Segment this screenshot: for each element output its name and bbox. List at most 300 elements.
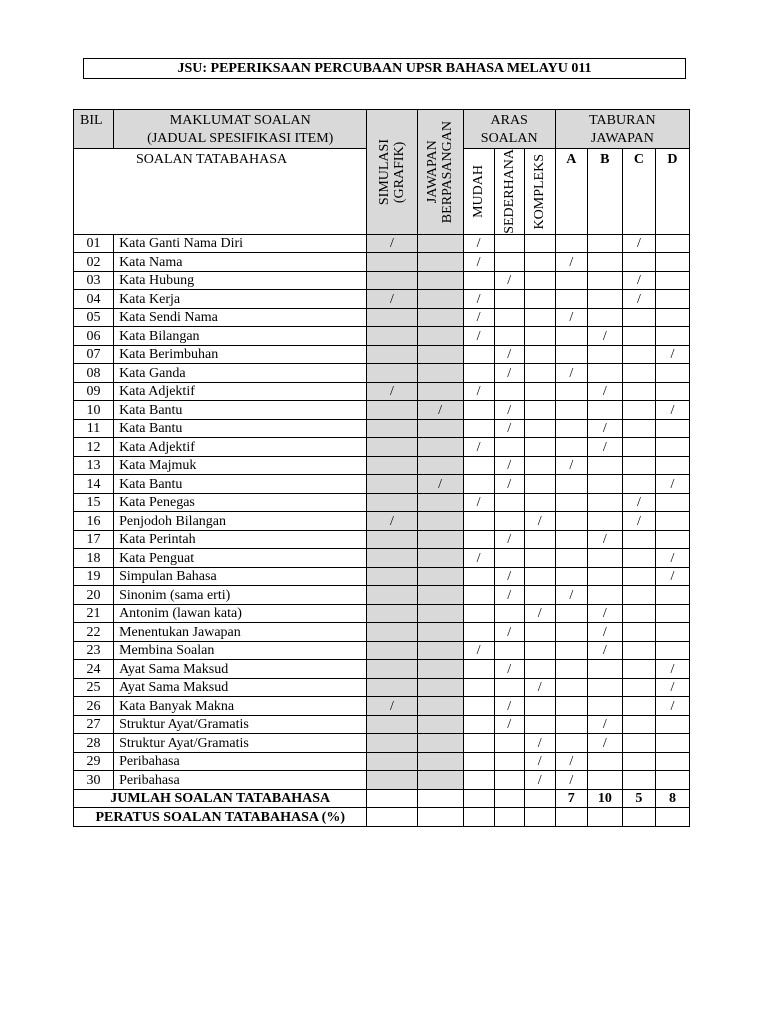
cell-c [622, 419, 655, 438]
cell-mud: / [463, 493, 494, 512]
table-row [74, 623, 690, 642]
cell-b [587, 401, 622, 420]
table-row [74, 345, 690, 364]
soalan-tatabahasa-label: SOALAN TATABAHASA [136, 152, 288, 167]
cell-kom [524, 549, 555, 568]
cell-d: / [655, 678, 689, 697]
cell-jaw [417, 308, 463, 327]
cell-b: / [587, 734, 622, 753]
cell-jaw [417, 493, 463, 512]
percent-row [74, 808, 690, 827]
maklumat-line2: (JADUAL SPESIFIKASI ITEM) [147, 131, 334, 146]
percent-empty-cell [417, 808, 463, 827]
cell-sim [367, 623, 417, 642]
totals-d: 8 [655, 789, 689, 808]
totals-empty-cell [524, 789, 555, 808]
cell-sed: / [494, 345, 524, 364]
header-row-top [74, 110, 690, 149]
kompleks-header [524, 149, 555, 235]
row-topic: Menentukan Jawapan [114, 623, 367, 642]
cell-b: / [587, 327, 622, 346]
cell-jaw [417, 586, 463, 605]
cell-sed: / [494, 586, 524, 605]
cell-b [587, 697, 622, 716]
cell-kom [524, 475, 555, 494]
cell-a [555, 327, 587, 346]
row-topic: Kata Bantu [114, 401, 367, 420]
cell-sed: / [494, 623, 524, 642]
cell-b [587, 271, 622, 290]
row-number: 13 [74, 456, 114, 475]
row-number: 23 [74, 641, 114, 660]
row-number: 09 [74, 382, 114, 401]
cell-jaw [417, 327, 463, 346]
cell-mud [463, 456, 494, 475]
specification-table [73, 109, 690, 827]
cell-b [587, 752, 622, 771]
table-row [74, 678, 690, 697]
row-number: 17 [74, 530, 114, 549]
cell-d [655, 364, 689, 383]
cell-d [655, 419, 689, 438]
row-topic: Kata Sendi Nama [114, 308, 367, 327]
cell-sed [494, 253, 524, 272]
cell-b [587, 364, 622, 383]
bil-header: BIL [74, 110, 114, 149]
cell-b [587, 234, 622, 253]
cell-sim [367, 567, 417, 586]
sederhana-label: SEDERHANA [501, 149, 517, 234]
jawapan-line1: JAWAPAN [425, 140, 441, 204]
cell-jaw [417, 678, 463, 697]
table-row [74, 234, 690, 253]
cell-b: / [587, 641, 622, 660]
cell-kom: / [524, 678, 555, 697]
row-number: 27 [74, 715, 114, 734]
table-row [74, 604, 690, 623]
cell-sim [367, 308, 417, 327]
row-topic: Kata Kerja [114, 290, 367, 309]
row-number: 16 [74, 512, 114, 531]
cell-a: / [555, 771, 587, 790]
table-row [74, 549, 690, 568]
cell-jaw [417, 382, 463, 401]
percent-empty-cell [463, 808, 494, 827]
cell-a [555, 234, 587, 253]
cell-sed [494, 438, 524, 457]
cell-a [555, 678, 587, 697]
cell-kom [524, 660, 555, 679]
cell-b [587, 308, 622, 327]
cell-a [555, 475, 587, 494]
table-row [74, 660, 690, 679]
cell-mud [463, 697, 494, 716]
cell-b [587, 771, 622, 790]
aras-soalan-header [463, 110, 555, 149]
cell-c [622, 253, 655, 272]
cell-kom: / [524, 512, 555, 531]
cell-a [555, 419, 587, 438]
cell-sim [367, 678, 417, 697]
cell-d: / [655, 401, 689, 420]
cell-kom [524, 345, 555, 364]
cell-d: / [655, 660, 689, 679]
cell-sed: / [494, 660, 524, 679]
table-row [74, 438, 690, 457]
cell-kom [524, 271, 555, 290]
cell-b: / [587, 530, 622, 549]
cell-b [587, 475, 622, 494]
cell-sim [367, 586, 417, 605]
cell-mud [463, 752, 494, 771]
cell-mud: / [463, 327, 494, 346]
cell-jaw: / [417, 401, 463, 420]
cell-sim [367, 364, 417, 383]
cell-mud [463, 419, 494, 438]
row-number: 05 [74, 308, 114, 327]
table-row [74, 512, 690, 531]
cell-sim [367, 752, 417, 771]
cell-jaw [417, 253, 463, 272]
cell-a: / [555, 364, 587, 383]
cell-mud: / [463, 253, 494, 272]
cell-sed: / [494, 456, 524, 475]
cell-mud [463, 271, 494, 290]
aras-line1: ARAS [490, 113, 528, 128]
cell-kom [524, 641, 555, 660]
cell-kom [524, 567, 555, 586]
cell-jaw [417, 623, 463, 642]
cell-a [555, 567, 587, 586]
cell-mud [463, 623, 494, 642]
taburan-line1: TABURAN [589, 113, 656, 128]
cell-d: / [655, 345, 689, 364]
table-row [74, 715, 690, 734]
row-number: 15 [74, 493, 114, 512]
table-row [74, 327, 690, 346]
table-row [74, 401, 690, 420]
row-number: 28 [74, 734, 114, 753]
row-topic: Ayat Sama Maksud [114, 660, 367, 679]
cell-d [655, 752, 689, 771]
cell-sed [494, 549, 524, 568]
cell-b [587, 345, 622, 364]
row-number: 14 [74, 475, 114, 494]
table-row [74, 419, 690, 438]
row-topic: Kata Hubung [114, 271, 367, 290]
cell-c [622, 567, 655, 586]
row-number: 24 [74, 660, 114, 679]
cell-c: / [622, 290, 655, 309]
cell-d [655, 604, 689, 623]
soalan-tatabahasa-header [74, 149, 367, 235]
mudah-label: MUDAH [471, 164, 487, 218]
cell-a: / [555, 586, 587, 605]
cell-jaw: / [417, 475, 463, 494]
cell-a [555, 623, 587, 642]
cell-a [555, 604, 587, 623]
cell-mud: / [463, 438, 494, 457]
cell-d [655, 623, 689, 642]
cell-jaw [417, 438, 463, 457]
cell-sim [367, 734, 417, 753]
cell-jaw [417, 290, 463, 309]
row-topic: Kata Bantu [114, 475, 367, 494]
cell-c [622, 364, 655, 383]
maklumat-line1: MAKLUMAT SOALAN [169, 113, 311, 128]
row-topic: Kata Penegas [114, 493, 367, 512]
cell-c: / [622, 271, 655, 290]
totals-label: JUMLAH SOALAN TATABAHASA [74, 789, 367, 808]
cell-kom: / [524, 604, 555, 623]
cell-kom [524, 530, 555, 549]
cell-b [587, 253, 622, 272]
cell-b [587, 290, 622, 309]
cell-a [555, 290, 587, 309]
table-row [74, 308, 690, 327]
cell-c [622, 530, 655, 549]
cell-c [622, 382, 655, 401]
cell-d [655, 715, 689, 734]
table-row [74, 475, 690, 494]
cell-sed [494, 290, 524, 309]
jawapan-berpasangan-header [417, 110, 463, 235]
cell-kom [524, 401, 555, 420]
cell-d [655, 586, 689, 605]
taburan-line2: JAWAPAN [590, 131, 654, 146]
totals-empty-cell [494, 789, 524, 808]
row-number: 25 [74, 678, 114, 697]
row-topic: Sinonim (sama erti) [114, 586, 367, 605]
row-topic: Penjodoh Bilangan [114, 512, 367, 531]
cell-mud [463, 364, 494, 383]
row-topic: Struktur Ayat/Gramatis [114, 715, 367, 734]
cell-mud [463, 567, 494, 586]
table-row [74, 530, 690, 549]
cell-a: / [555, 253, 587, 272]
cell-b [587, 660, 622, 679]
cell-kom [524, 438, 555, 457]
cell-sim [367, 549, 417, 568]
cell-c [622, 771, 655, 790]
cell-a [555, 530, 587, 549]
cell-c [622, 401, 655, 420]
cell-jaw [417, 604, 463, 623]
cell-jaw [417, 771, 463, 790]
cell-jaw [417, 456, 463, 475]
answer-a-header: A [555, 149, 587, 235]
cell-sed [494, 493, 524, 512]
cell-a [555, 549, 587, 568]
percent-empty-cell [587, 808, 622, 827]
cell-b: / [587, 382, 622, 401]
cell-sed: / [494, 715, 524, 734]
row-number: 11 [74, 419, 114, 438]
cell-d: / [655, 549, 689, 568]
cell-sed [494, 678, 524, 697]
cell-b [587, 512, 622, 531]
table-row [74, 752, 690, 771]
cell-kom [524, 715, 555, 734]
cell-sed [494, 382, 524, 401]
row-topic: Kata Berimbuhan [114, 345, 367, 364]
cell-c [622, 697, 655, 716]
row-topic: Kata Bilangan [114, 327, 367, 346]
cell-a: / [555, 308, 587, 327]
totals-empty-cell [463, 789, 494, 808]
table-row [74, 641, 690, 660]
cell-mud: / [463, 382, 494, 401]
row-number: 07 [74, 345, 114, 364]
cell-d [655, 530, 689, 549]
cell-c [622, 308, 655, 327]
cell-a: / [555, 752, 587, 771]
cell-mud: / [463, 549, 494, 568]
table-row [74, 567, 690, 586]
cell-sed [494, 734, 524, 753]
row-number: 08 [74, 364, 114, 383]
answer-b-header: B [587, 149, 622, 235]
cell-mud [463, 660, 494, 679]
maklumat-soalan-header [114, 110, 367, 149]
cell-sed [494, 604, 524, 623]
row-topic: Struktur Ayat/Gramatis [114, 734, 367, 753]
cell-sim [367, 456, 417, 475]
percent-label: PERATUS SOALAN TATABAHASA (%) [74, 808, 367, 827]
cell-a [555, 660, 587, 679]
kompleks-label: KOMPLEKS [532, 153, 548, 230]
cell-mud [463, 771, 494, 790]
cell-kom: / [524, 771, 555, 790]
cell-d [655, 253, 689, 272]
row-topic: Kata Penguat [114, 549, 367, 568]
cell-kom [524, 419, 555, 438]
cell-b [587, 678, 622, 697]
cell-sed [494, 771, 524, 790]
cell-c [622, 678, 655, 697]
sederhana-header [494, 149, 524, 235]
cell-mud [463, 678, 494, 697]
cell-sed: / [494, 419, 524, 438]
cell-c [622, 752, 655, 771]
row-number: 12 [74, 438, 114, 457]
answer-d-header: D [655, 149, 689, 235]
cell-d [655, 771, 689, 790]
cell-b [587, 493, 622, 512]
row-number: 30 [74, 771, 114, 790]
cell-c [622, 715, 655, 734]
cell-sim [367, 641, 417, 660]
cell-a [555, 493, 587, 512]
cell-a: / [555, 456, 587, 475]
row-topic: Antonim (lawan kata) [114, 604, 367, 623]
table-row [74, 290, 690, 309]
cell-b: / [587, 438, 622, 457]
row-number: 04 [74, 290, 114, 309]
totals-b: 10 [587, 789, 622, 808]
table-row [74, 771, 690, 790]
cell-c [622, 438, 655, 457]
cell-a [555, 345, 587, 364]
cell-a [555, 382, 587, 401]
cell-jaw [417, 512, 463, 531]
totals-c: 5 [622, 789, 655, 808]
cell-kom [524, 234, 555, 253]
document-title: JSU: PEPERIKSAAN PERCUBAAN UPSR BAHASA MELAYU 011 [83, 58, 686, 79]
cell-mud [463, 530, 494, 549]
jawapan-line2: BERPASANGAN [440, 120, 456, 223]
table-row [74, 586, 690, 605]
cell-sim: / [367, 697, 417, 716]
cell-c [622, 734, 655, 753]
row-number: 22 [74, 623, 114, 642]
percent-empty-cell [555, 808, 587, 827]
row-topic: Kata Ganti Nama Diri [114, 234, 367, 253]
cell-a [555, 715, 587, 734]
cell-d: / [655, 567, 689, 586]
percent-empty-cell [494, 808, 524, 827]
cell-sed [494, 234, 524, 253]
cell-c [622, 586, 655, 605]
row-topic: Kata Majmuk [114, 456, 367, 475]
row-topic: Membina Soalan [114, 641, 367, 660]
cell-kom [524, 382, 555, 401]
row-topic: Kata Adjektif [114, 438, 367, 457]
cell-a [555, 697, 587, 716]
cell-jaw [417, 641, 463, 660]
cell-mud [463, 512, 494, 531]
cell-d [655, 271, 689, 290]
cell-a [555, 512, 587, 531]
cell-kom [524, 253, 555, 272]
cell-jaw [417, 734, 463, 753]
cell-d: / [655, 697, 689, 716]
cell-sim [367, 771, 417, 790]
cell-sim [367, 604, 417, 623]
cell-a [555, 271, 587, 290]
cell-mud [463, 401, 494, 420]
cell-kom [524, 364, 555, 383]
cell-kom [524, 456, 555, 475]
cell-d [655, 308, 689, 327]
cell-mud [463, 586, 494, 605]
table-row [74, 253, 690, 272]
cell-b [587, 567, 622, 586]
row-number: 06 [74, 327, 114, 346]
cell-jaw [417, 234, 463, 253]
cell-b [587, 586, 622, 605]
cell-mud [463, 345, 494, 364]
cell-a [555, 401, 587, 420]
cell-sed: / [494, 271, 524, 290]
row-topic: Peribahasa [114, 752, 367, 771]
table-row [74, 493, 690, 512]
cell-kom [524, 697, 555, 716]
cell-sed [494, 308, 524, 327]
row-topic: Ayat Sama Maksud [114, 678, 367, 697]
cell-d [655, 327, 689, 346]
table-row [74, 734, 690, 753]
cell-sim [367, 715, 417, 734]
cell-sed [494, 327, 524, 346]
simulasi-line2: (GRAFIK) [391, 141, 407, 203]
mudah-header [463, 149, 494, 235]
row-number: 01 [74, 234, 114, 253]
cell-d [655, 493, 689, 512]
cell-c [622, 549, 655, 568]
totals-empty-cell [367, 789, 417, 808]
aras-line2: SOALAN [480, 131, 538, 146]
